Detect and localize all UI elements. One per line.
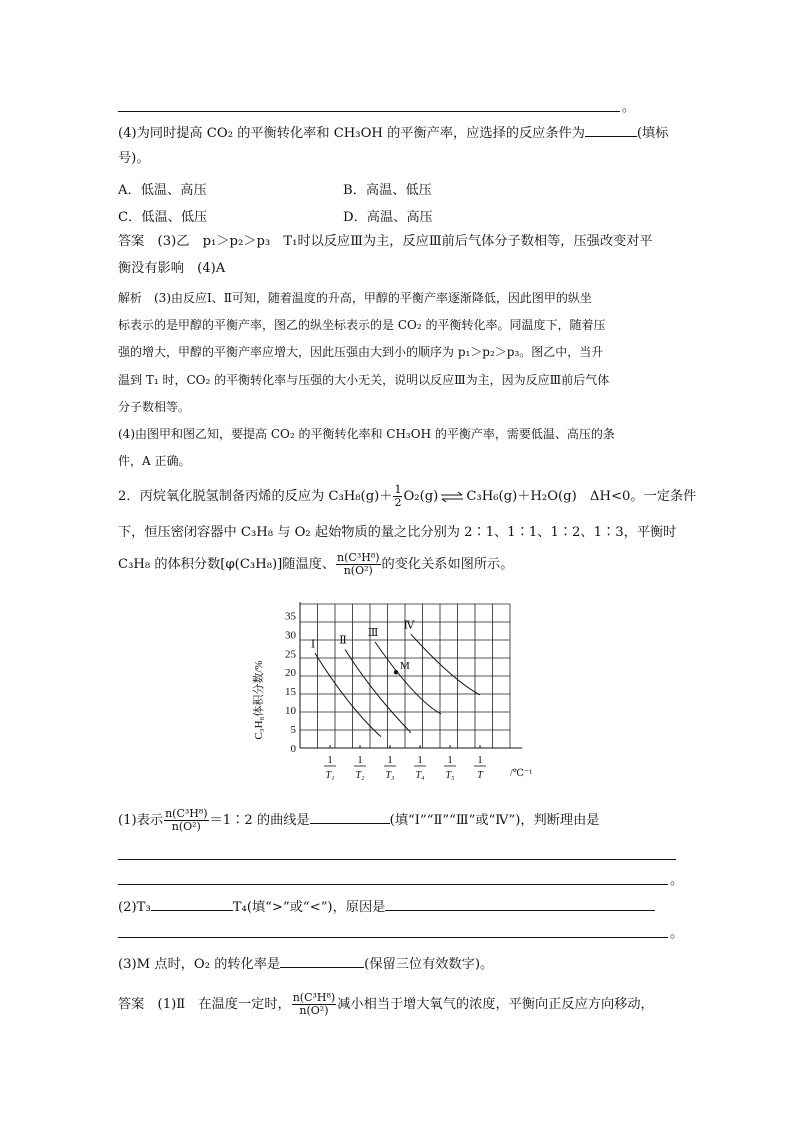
x-tick-labels [324,745,486,781]
x-tick-den: T₃ [385,770,395,781]
q2-line2: 下，恒压密闭容器中 C₃H₈ 与 O₂ 起始物质的量之比分别为 2∶1、1∶1、1∶2、1∶3，平衡时 [118,525,677,540]
sub1-reason-line2[interactable] [118,884,668,885]
sub2-reason-line2[interactable] [118,937,668,938]
curve-Ⅰ [315,653,381,736]
sub3-b: (保留三位有效数字)。 [364,957,494,972]
sub1-line [118,808,599,833]
q4-text: (4)为同时提高 CO₂ 的平衡转化率和 CH₃OH 的平衡产率，应选择的反应条件为 [118,126,585,141]
sub2-line [118,897,655,917]
sub2-reason-blank[interactable] [385,897,655,911]
half-den: 2 [394,496,402,509]
half-fraction [393,484,402,509]
answer2-ratio-num: n(C³H⁸) [292,991,336,1004]
c3h8-volume-fraction-chart [250,600,550,796]
x-tick-num: 1 [417,754,423,766]
sub2-a: (2)T₃ [118,900,151,915]
y-tick-label: 0 [290,743,296,755]
half-num: 1 [394,483,402,496]
q2-text-b: O₂(g) [403,489,439,504]
sub3-blank[interactable] [280,954,364,968]
y-tick-label: 15 [285,686,296,699]
q2-line3 [118,552,513,577]
q2-text-c: C₃H₆(g)＋H₂O(g) ΔH<0。一定条件 [466,489,697,504]
curve-label: Ⅱ [339,634,347,647]
answer2-b: 减小相当于增大氧气的浓度，平衡向正反应方向移动， [337,997,654,1012]
y-tick-label: 30 [285,629,296,642]
sub1-tail: (填“Ⅰ”“Ⅱ”“Ⅲ”或“Ⅳ”)，判断理由是 [389,813,600,828]
q2-line1 [118,484,696,509]
point-m-marker [394,670,398,674]
x-tick-num: 1 [327,754,333,766]
q4-tail: (填标 [636,126,669,141]
ratio-fraction [336,552,381,577]
curves [311,619,480,736]
y-tick-label: 20 [285,667,296,680]
curve-Ⅳ [411,634,480,695]
sub1-prefix: (1)表示 [118,813,164,828]
sub1-ratio [164,808,209,833]
x-tick-num: 1 [447,754,453,766]
sub1-blank[interactable] [310,810,390,824]
y-axis-label: C₃H₈体积分数/% [253,660,265,740]
x-tick-den: T₄ [415,770,425,781]
y-tick-label: 25 [285,648,296,661]
analysis-line1: 解析 (3)由反应Ⅰ、Ⅱ可知，随着温度的升高，甲醇的平衡产率逐渐降低，因此图甲的纵坐 [118,291,592,305]
ratio-num: n(C³H⁸) [337,551,380,564]
x-tick-num: 1 [387,754,393,766]
answer2-line [118,992,654,1017]
x-tick-num: 1 [357,754,363,766]
curve-label: Ⅳ [403,619,415,632]
sub1-period: 。 [670,873,684,888]
option-a: A．低温、高压 [118,183,207,198]
q2-text-3b: 的变化关系如图所示。 [381,557,514,572]
analysis-line3: 强的增大，甲醇的平衡产率应增大，因此压强由大到小的顺序为 p₁＞p₂＞p₃。图乙中，当升 [118,345,604,359]
answer1-line2: 衡没有影响 (4)A [118,261,226,276]
sub2-b: T₄(填“>”或“<”)，原因是 [232,900,386,915]
x-axis-label: /℃⁻¹ [510,768,533,779]
x-tick-den: T [477,770,483,781]
analysis-line7: 件，A 正确。 [118,454,191,468]
q4-blank[interactable] [585,123,637,137]
answer2-ratio-den: n(O²) [299,1004,329,1017]
sub1-ratio-den: n(O²) [171,820,201,833]
analysis-line4: 温到 T₁ 时，CO₂ 的平衡转化率与压强的大小无关，说明以反应Ⅲ为主，因为反应Ⅲ前后气体 [118,373,610,387]
q2-text-3a: C₃H₈ 的体积分数[φ(C₃H₈)]随温度、 [118,557,336,572]
option-b: B．高温、低压 [343,183,432,198]
x-tick-den: T₁ [325,770,335,781]
q4-line2: 号)。 [118,151,150,166]
sub3-a: (3)M 点时，O₂ 的转化率是 [118,957,281,972]
answer2-ratio [292,992,337,1017]
analysis-line5: 分子数相等。 [118,400,191,414]
analysis-line6: (4)由图甲和图乙知，要提高 CO₂ 的平衡转化率和 CH₃OH 的平衡产率，需要低温、高压的条 [118,427,615,441]
x-tick-den: T₅ [445,770,455,781]
sub2-blank[interactable] [151,897,233,911]
x-tick-num: 1 [477,754,483,766]
y-tick-label: 35 [285,610,296,623]
period: 。 [622,100,636,115]
answer2-a: 答案 (1)Ⅱ 在温度一定时， [118,997,291,1012]
y-tick-label: 10 [285,705,296,718]
point-m-label: M [400,660,410,673]
sub1-ratio-num: n(C³H⁸) [165,807,208,820]
q4-line1 [118,123,668,143]
curve-label: Ⅰ [310,638,316,651]
y-tick-label: 5 [290,724,296,737]
option-c: C．低温、低压 [118,210,208,225]
analysis-line2: 标表示的是甲醇的平衡产率，图乙的纵坐标表示的是 CO₂ 的平衡转化率。同温度下，随着压 [118,318,606,332]
sub3-line [118,954,493,974]
sub1-reason-line1[interactable] [118,859,676,860]
q2-text-a: 2．丙烷氧化脱氢制备丙烯的反应为 C₃H₈(g)＋ [118,489,393,504]
option-d: D．高温、高压 [343,210,433,225]
answer1-line1: 答案 (3)乙 p₁＞p₂＞p₃ T₁时以反应Ⅲ为主，反应Ⅲ前后气体分子数相等，压强改变对平 [118,234,653,249]
answer-blank-line[interactable] [118,111,620,112]
curve-label: Ⅲ [367,626,379,639]
sub1-mid: ＝1∶2 的曲线是 [209,813,310,828]
ratio-den: n(O²) [343,564,373,577]
equilibrium-arrow-icon [440,491,464,503]
y-tick-labels [285,610,297,755]
sub2-period: 。 [670,926,684,941]
x-tick-den: T₂ [355,770,365,781]
